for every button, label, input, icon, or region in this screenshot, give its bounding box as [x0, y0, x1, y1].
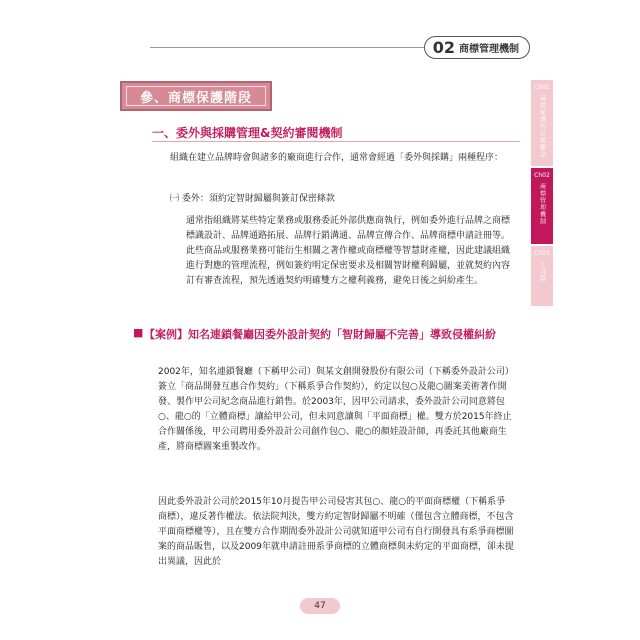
- side-tab-number: Ch02: [534, 172, 550, 179]
- sub-heading: ㈠ 委外：須約定智財歸屬與簽訂保密條款: [170, 194, 335, 204]
- chapter-title: 商標管理機制: [459, 44, 519, 55]
- intro-paragraph: 組織在建立品牌時會與諸多的廠商進行合作，通常會經過「委外與採購」兩種程序：: [170, 153, 504, 163]
- side-tab-number: Ch03: [534, 250, 550, 257]
- chapter-number: 02: [432, 38, 455, 57]
- side-tab-ch01[interactable]: [531, 80, 553, 166]
- case-paragraph-1: 2002年，知名連鎖餐廳（下稱甲公司）與某文創開發股份有限公司（下稱委外設計公司）簽立「商品開發互惠合作契約」（下稱系爭合作契約），約定以包○及龍○圖案美術著作開發、製作甲公司紀念商品進行銷售。於2003年，因甲公司請求，委外設計公司同意將包○、龍○的「立體商標」讓給甲公司，但未同意讓與「平面商標」權。雙方於2015年終止合作關係後，甲公司聘用委外設計公司創作包○、龍○的顏娃設計師，再委託其他廠商生產，將商標圖案重製改作。: [158, 367, 514, 452]
- case-title: 【案例】知名連鎖餐廳因委外設計契約「智財歸屬不完善」導致侵權糾紛: [144, 328, 496, 341]
- chapter-badge: [424, 36, 530, 59]
- chapter-header: [424, 36, 530, 59]
- sub-body-paragraph: 通常指組織將某些特定業務或服務委託外部供應商執行，例如委外進行品牌之商標標識設計、品牌通路拓展、品牌行銷溝通、品牌宣傳合作、品牌商標申請註冊等。此些商品或服務業務可能衍生相關之著作權或商標權等智慧財產權，因此建議組織進行對應的管理流程，例如簽約明定保密要求及相關智財權利歸屬，並就契約內容訂有審查流程，預先透過契約明確雙方之權利義務，避免日後之糾紛產生。: [186, 216, 511, 286]
- heading-underline: [152, 141, 520, 142]
- side-tab-ch03[interactable]: [531, 246, 553, 306]
- case-paragraph-2: 因此委外設計公司於2015年10月提告甲公司侵害其包○、龍○的平面商標權（下稱系爭商標），違反著作權法。依法院判決，雙方約定智財歸屬不明確（僅包含立體商標，不包含平面商標權等），且在雙方合作期間委外設計公司就知道甲公司有自行開發具有系爭商標圖案的商品販售，以及2009年就申請註冊系爭商標的立體商標與未約定的平面商標，卻未提出異議，因此於: [158, 497, 514, 567]
- side-tab-label: 商標保護的必備觀念: [538, 95, 546, 158]
- case-bullet-icon: ■: [133, 326, 144, 339]
- section-heading: 一、委外與採購管理&契約審閱機制: [152, 126, 343, 140]
- side-tab-label: 工具篇: [538, 261, 546, 282]
- section-banner: [120, 81, 272, 111]
- side-tab-number: Ch01: [534, 84, 550, 91]
- section-banner-title: 參、商標保護階段: [139, 90, 252, 106]
- side-tab-ch02[interactable]: [531, 168, 553, 244]
- page-number: 47: [300, 598, 340, 614]
- header-rule: [150, 47, 436, 48]
- side-tab-label: 商標管理機制: [538, 183, 546, 225]
